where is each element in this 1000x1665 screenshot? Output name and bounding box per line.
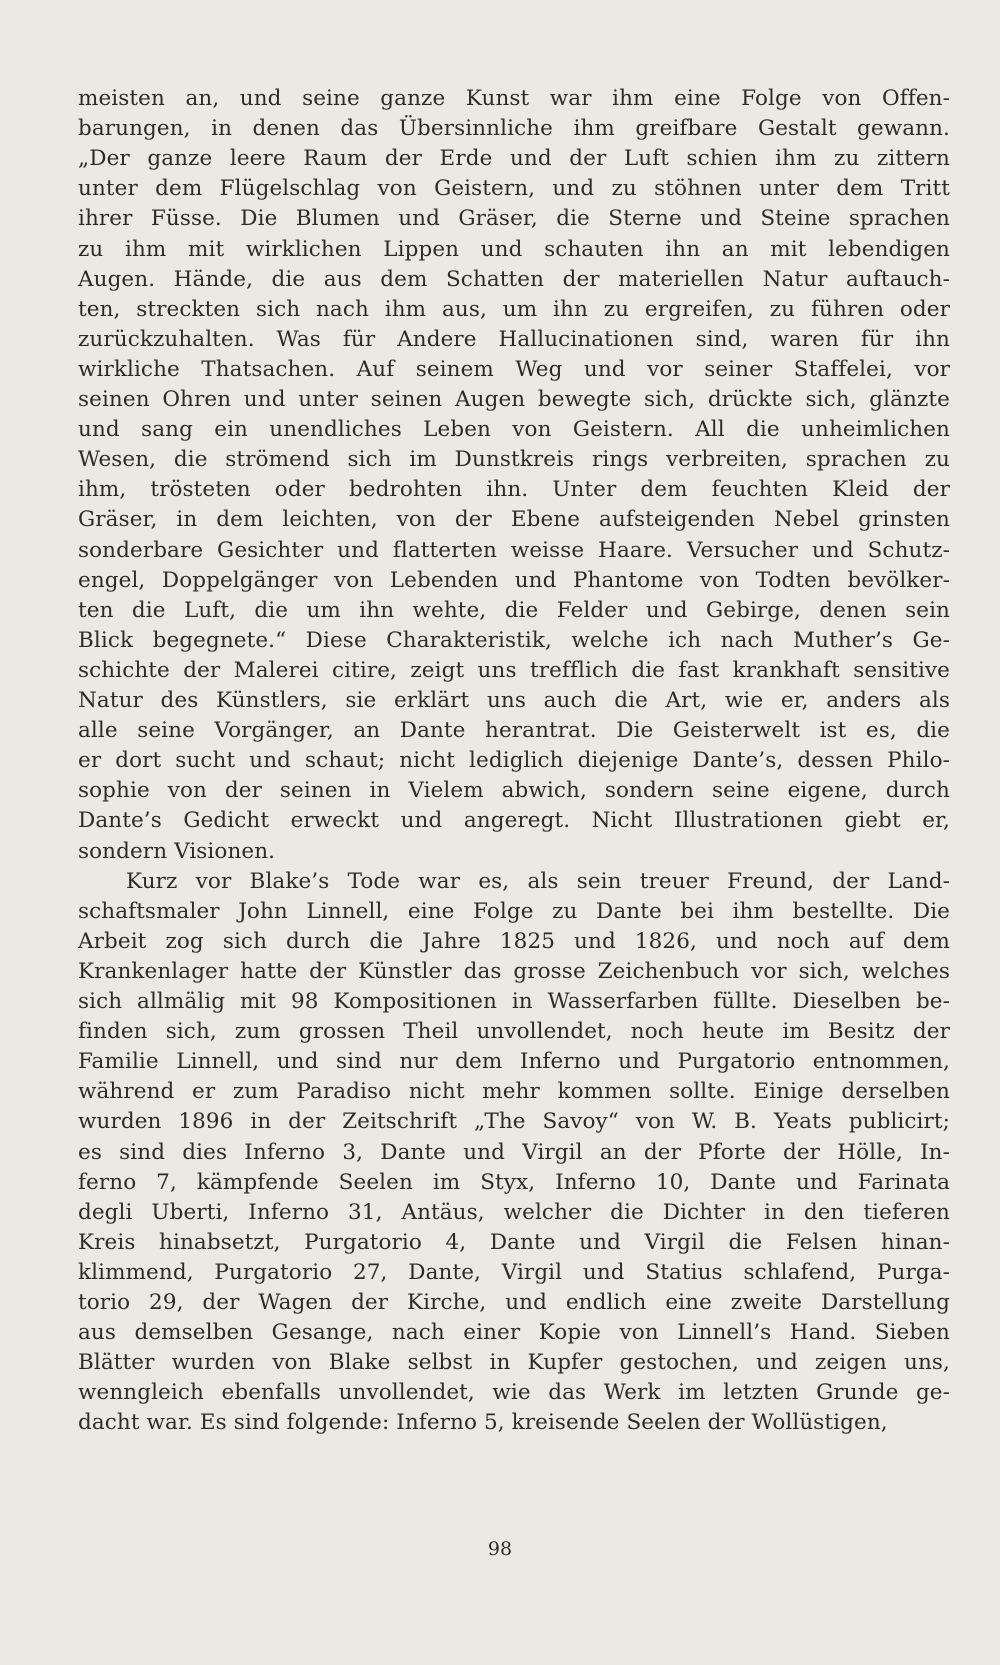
text-line: „Der ganze leere Raum der Erde und der Luft schien ihm zu zittern: [78, 146, 950, 172]
text-line: Kreis hinabsetzt, Purgatorio 4, Dante und Virgil die Felsen hinan-: [78, 1229, 950, 1255]
text-line: zurückzuhalten. Was für Andere Hallucinationen sind, waren für ihn: [78, 326, 950, 352]
text-line: Gräser, in dem leichten, von der Ebene aufsteigenden Nebel grinsten: [78, 507, 950, 533]
text-line: sophie von der seinen in Vielem abwich, sondern seine eigene, durch: [78, 778, 950, 804]
text-line: schichte der Malerei citire, zeigt uns trefflich die fast krankhaft sensitive: [78, 657, 950, 683]
text-line: sonderbare Gesichter und flatterten weisse Haare. Versucher und Schutz-: [78, 537, 950, 563]
text-line: aus demselben Gesange, nach einer Kopie von Linnell’s Hand. Sieben: [78, 1320, 950, 1346]
text-line: Augen. Hände, die aus dem Schatten der materiellen Natur auftauch-: [78, 266, 950, 292]
text-line: Familie Linnell, und sind nur dem Inferno und Purgatorio entnommen,: [78, 1049, 950, 1075]
text-line: Kurz vor Blake’s Tode war es, als sein treuer Freund, der Land-: [126, 868, 950, 894]
text-line: er dort sucht und schaut; nicht lediglich diejenige Dante’s, dessen Philo-: [78, 748, 950, 774]
text-line: ten, streckten sich nach ihm aus, um ihn zu ergreifen, zu führen oder: [78, 296, 950, 322]
text-line: Wesen, die strömend sich im Dunstkreis rings verbreiten, sprachen zu: [78, 447, 950, 473]
text-line: Dante’s Gedicht erweckt und angeregt. Nicht Illustrationen giebt er,: [78, 808, 950, 834]
text-line: ten die Luft, die um ihn wehte, die Felder und Gebirge, denen sein: [78, 597, 950, 623]
text-line: während er zum Paradiso nicht mehr kommen sollte. Einige derselben: [78, 1079, 950, 1105]
text-line: seinen Ohren und unter seinen Augen bewegte sich, drückte sich, glänzte: [78, 387, 950, 412]
text-line: engel, Doppelgänger von Lebenden und Phantome von Todten bevölker-: [78, 567, 950, 593]
text-line: Blick begegnete.“ Diese Charakteristik, welche ich nach Muther’s Ge-: [78, 627, 950, 653]
page-number: 98: [487, 1538, 513, 1560]
text-line: ihm, trösteten oder bedrohten ihn. Unter dem feuchten Kleid der: [78, 477, 950, 503]
text-line: Krankenlager hatte der Künstler das grosse Zeichenbuch vor sich, welches: [78, 958, 950, 984]
text-line: wirkliche Thatsachen. Auf seinem Weg und vor seiner Staffelei, vor: [78, 356, 950, 382]
text-line: degli Uberti, Inferno 31, Antäus, welcher die Dichter in den tieferen: [78, 1199, 950, 1225]
text-line: schaftsmaler John Linnell, eine Folge zu Dante bei ihm bestellte. Die: [78, 898, 950, 924]
text-line: zu ihm mit wirklichen Lippen und schauten ihn an mit lebendigen: [78, 236, 950, 262]
text-line: wenngleich ebenfalls unvollendet, wie das Werk im letzten Grunde ge-: [78, 1380, 950, 1406]
text-line: barungen, in denen das Übersinnliche ihm greifbare Gestalt gewann.: [78, 116, 950, 142]
text-line: und sang ein unendliches Leben von Geistern. All die unheimlichen: [78, 417, 950, 443]
text-line: es sind dies Inferno 3, Dante und Virgil an der Pforte der Hölle, In-: [78, 1139, 950, 1165]
text-line: ihrer Füsse. Die Blumen und Gräser, die Sterne und Steine sprachen: [78, 206, 950, 232]
text-line: meisten an, und seine ganze Kunst war ihm eine Folge von Offen-: [78, 86, 950, 111]
text-line: Blätter wurden von Blake selbst in Kupfer gestochen, und zeigen uns,: [78, 1350, 950, 1376]
text-line: klimmend, Purgatorio 27, Dante, Virgil und Statius schlafend, Purga-: [78, 1259, 950, 1285]
text-line: unter dem Flügelschlag von Geistern, und zu stöhnen unter dem Tritt: [78, 176, 950, 202]
text-line: sich allmälig mit 98 Kompositionen in Wasserfarben füllte. Dieselben be-: [78, 989, 950, 1014]
text-line: Arbeit zog sich durch die Jahre 1825 und 1826, und noch auf dem: [78, 928, 950, 954]
text-line: Natur des Künstlers, sie erklärt uns auch die Art, wie er, anders als: [78, 688, 950, 713]
text-line: alle seine Vorgänger, an Dante herantrat. Die Geisterwelt ist es, die: [78, 718, 950, 744]
text-line: torio 29, der Wagen der Kirche, und endlich eine zweite Darstellung: [78, 1290, 950, 1315]
text-line: dacht war. Es sind folgende: Inferno 5, kreisende Seelen der Wollüstigen,: [78, 1410, 888, 1436]
text-line: ferno 7, kämpfende Seelen im Styx, Inferno 10, Dante und Farinata: [78, 1169, 950, 1195]
text-line: sondern Visionen.: [78, 838, 276, 864]
text-line: finden sich, zum grossen Theil unvollendet, noch heute im Besitz der: [78, 1019, 950, 1045]
text-line: wurden 1896 in der Zeitschrift „The Savoy“ von W. B. Yeats publicirt;: [78, 1109, 950, 1135]
